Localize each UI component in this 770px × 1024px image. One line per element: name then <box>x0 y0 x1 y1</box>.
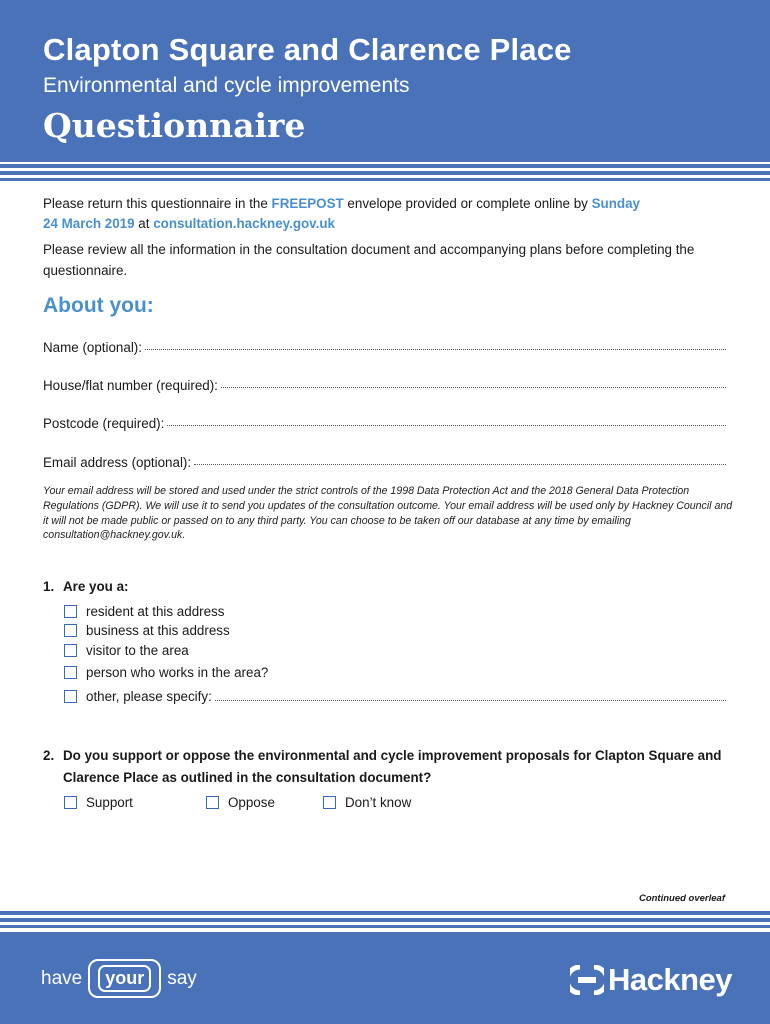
support-checkbox[interactable] <box>64 796 77 809</box>
postcode-label: Postcode (required): <box>43 416 165 431</box>
hackney-wordmark: Hackney <box>607 962 732 997</box>
privacy-notice: Your email address will be stored and used under the strict controls of the 1998 Data Protection Act and the 2018 General Data Protection Regulations (GDPR). We will use it to send you updates of the consultation outcome. Your email address will be used only by Hackney Council and it will not be made public or passed on to any third party. You can choose to be taken off our database at any time by emailing consultation@hackney.gov.uk. <box>43 485 733 542</box>
option-worker[interactable] <box>64 665 268 680</box>
question-2 <box>43 745 733 789</box>
email-field[interactable] <box>43 455 726 470</box>
postcode-field[interactable] <box>43 416 726 431</box>
house-number-label: House/flat number (required): <box>43 378 218 393</box>
option-other[interactable] <box>64 689 726 704</box>
about-you-heading: About you: <box>43 294 154 317</box>
question-2-number: 2. <box>43 748 55 763</box>
have-your-say-logo <box>41 959 197 998</box>
other-checkbox[interactable] <box>64 690 77 703</box>
freepost-highlight: FREEPOST <box>271 196 344 211</box>
support-label: Support <box>86 795 133 810</box>
question-1-text: Are you a: <box>63 579 129 594</box>
email-input-line[interactable] <box>194 464 726 465</box>
dont-know-label: Don’t know <box>345 795 412 810</box>
resident-checkbox[interactable] <box>64 605 77 618</box>
email-label: Email address (optional): <box>43 455 192 470</box>
option-dont-know[interactable] <box>323 795 411 810</box>
resident-label: resident at this address <box>86 604 225 619</box>
intro-text-b: envelope provided or complete online by <box>343 196 592 211</box>
other-input-line[interactable] <box>215 700 726 701</box>
intro-paragraph <box>43 194 733 234</box>
question-1-number: 1. <box>43 579 55 594</box>
question-2-text: Do you support or oppose the environmental and cycle improvement proposals for Clapton Square and Clarence Place as outlined in the consultation document? <box>63 748 722 785</box>
name-field[interactable] <box>43 340 726 355</box>
deadline-date: 24 March 2019 <box>43 216 135 231</box>
page-title: Clapton Square and Clarence Place <box>43 32 572 67</box>
other-label: other, please specify: <box>86 689 212 704</box>
name-input-line[interactable] <box>145 349 726 350</box>
hackney-logo <box>570 962 732 998</box>
house-number-input-line[interactable] <box>221 387 726 388</box>
header-stripes <box>0 164 770 181</box>
speech-bubble-icon <box>88 959 161 998</box>
oppose-checkbox[interactable] <box>206 796 219 809</box>
business-label: business at this address <box>86 623 230 638</box>
footer-stripes <box>0 911 770 928</box>
dont-know-checkbox[interactable] <box>323 796 336 809</box>
footer-banner <box>0 932 770 1024</box>
option-oppose[interactable] <box>206 795 275 810</box>
option-business[interactable] <box>64 623 230 638</box>
continued-overleaf-note: Continued overleaf <box>638 893 725 904</box>
consultation-link[interactable]: consultation.hackney.gov.uk <box>153 216 335 231</box>
logo-your: your <box>98 965 151 992</box>
house-number-field[interactable] <box>43 378 726 393</box>
visitor-checkbox[interactable] <box>64 644 77 657</box>
worker-checkbox[interactable] <box>64 666 77 679</box>
intro-text-c: at <box>134 216 154 231</box>
question-1 <box>43 576 733 598</box>
oppose-label: Oppose <box>228 795 275 810</box>
header-banner <box>0 0 770 162</box>
worker-label: person who works in the area? <box>86 665 269 680</box>
option-support[interactable] <box>64 795 133 810</box>
logo-have: have <box>41 967 83 989</box>
intro-text-a: Please return this questionnaire in the <box>43 196 272 211</box>
document-title: Questionnaire <box>43 106 306 145</box>
postcode-input-line[interactable] <box>167 425 726 426</box>
hackney-h-icon <box>570 965 604 995</box>
option-visitor[interactable] <box>64 643 189 658</box>
visitor-label: visitor to the area <box>86 643 189 658</box>
review-paragraph: Please review all the information in the consultation document and accompanying plans before completing the questionnaire. <box>43 242 695 278</box>
name-label: Name (optional): <box>43 340 142 355</box>
option-resident[interactable] <box>64 604 224 619</box>
page-subtitle: Environmental and cycle improvements <box>43 74 410 97</box>
business-checkbox[interactable] <box>64 624 77 637</box>
logo-say: say <box>167 967 197 989</box>
deadline-day: Sunday <box>591 196 640 211</box>
